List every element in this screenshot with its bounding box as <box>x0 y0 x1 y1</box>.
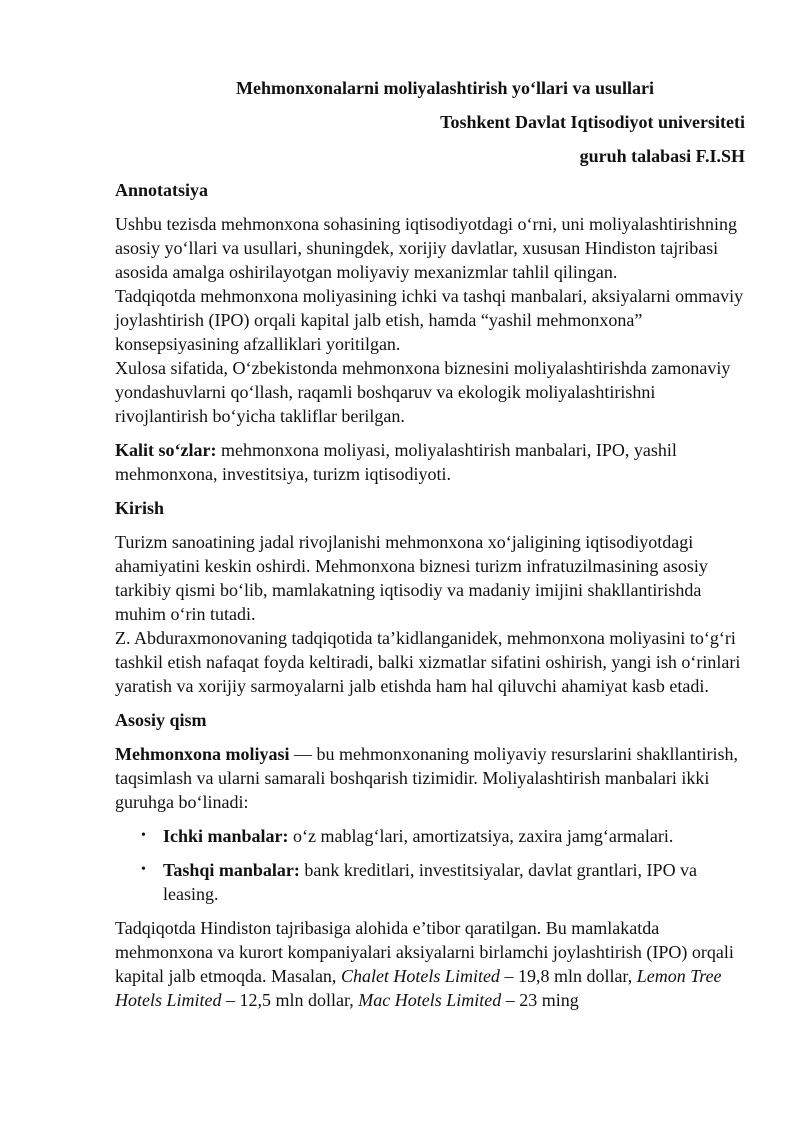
document-page <box>115 76 745 1022</box>
list-item-label: Tashqi manbalar: <box>163 860 300 880</box>
definition-text: — bu mehmonxonaning moliyaviy resurslarini shakllantirish, taqsimlash va ularni samarali boshqarish tizimidir. Moliyalashtirish manbalari ikki guruhga bo‘linadi: <box>115 744 738 812</box>
funding-sources-list <box>115 824 745 906</box>
india-experience-paragraph <box>115 916 745 1012</box>
annotation-paragraph: Ushbu tezisda mehmonxona sohasining iqtisodiyotdagi o‘rni, uni moliyalashtirishning asosiy yo‘llari va usullari, shuningdek, xorijiy davlatlar, xususan Hindiston tajribasi asosida amalga oshirilayotgan moliyaviy mexanizmlar tahlil qilingan. <box>115 214 737 282</box>
annotation-heading: Annotatsiya <box>115 180 209 200</box>
annotation-paragraph: Xulosa sifatida, O‘zbekistonda mehmonxona biznesini moliyalashtirishda zamonaviy yondashuvlarni qo‘llash, raqamli boshqaruv va ekologik moliyalashtirishni rivojlantirish bo‘yicha takliflar berilgan. <box>115 358 731 426</box>
document-title: Mehmonxonalarni moliyalashtirish yo‘llari va usullari <box>235 78 655 98</box>
keywords <box>115 438 745 486</box>
list-item-text: o‘z mablag‘lari, amortizatsiya, zaxira jamg‘armalari. <box>288 826 674 846</box>
author-name: guruh talabasi F.I.SH <box>579 146 745 166</box>
list-item <box>163 858 745 906</box>
paragraph-text: Tadqiqotda Hindiston tajribasiga alohida e’tibor qaratilgan. Bu mamlakatda mehmonxona va kurort kompaniyalari aksiyalarni birlamchi joylashtirish (IPO) orqali kapital jalb etmoqda. Masalan, <box>115 918 734 986</box>
keywords-label: Kalit so‘zlar: <box>115 440 217 460</box>
intro-paragraph: Turizm sanoatining jadal rivojlanishi mehmonxona xo‘jaligining iqtisodiyotdagi ahamiyatini keskin oshirdi. Mehmonxona biznesi turizm infratuzilmasining asosiy tarkibiy qismi bo‘lib, mamlakatning iqtisodiy va madaniy imijini shakllantirishda muhim o‘rin tutadi. <box>115 532 708 624</box>
company-name: Chalet Hotels Limited <box>340 966 500 986</box>
intro-body <box>115 530 745 698</box>
author-affiliation: Toshkent Davlat Iqtisodiyot universiteti <box>440 112 745 132</box>
list-item-text: bank kreditlari, investitsiyalar, davlat grantlari, IPO va leasing. <box>163 860 698 904</box>
company-name: Mac Hotels Limited <box>358 990 502 1010</box>
annotation-body <box>115 212 745 428</box>
intro-paragraph: Z. Abduraxmonovaning tadqiqotida ta’kidlanganidek, mehmonxona moliyasini to‘g‘ri tashkil etish nafaqat foyda keltiradi, balki xizmatlar sifatini oshirish, yangi ish o‘rinlari yaratish va xorijiy sarmoyalarni jalb etishda ham hal qiluvchi ahamiyat kasb etadi. <box>115 628 741 696</box>
keywords-text: mehmonxona moliyasi, moliyalashtirish manbalari, IPO, yashil mehmonxona, investitsiya, turizm iqtisodiyoti. <box>115 440 677 484</box>
amount-text: – 12,5 mln dollar, <box>221 990 359 1010</box>
annotation-paragraph: Tadqiqotda mehmonxona moliyasining ichki va tashqi manbalari, aksiyalarni ommaviy joylashtirish (IPO) orqali kapital jalb etish, hamda “yashil mehmonxona” konsepsiyasining afzalliklari yoritilgan. <box>115 286 744 354</box>
company-name: Lemon Tree Hotels Limited <box>115 966 722 1010</box>
list-item-label: Ichki manbalar: <box>163 826 289 846</box>
amount-text: – 19,8 mln dollar, <box>499 966 637 986</box>
definition-term: Mehmonxona moliyasi <box>115 744 290 764</box>
main-heading: Asosiy qism <box>115 710 207 730</box>
list-item <box>163 824 745 848</box>
amount-text: – 23 ming <box>501 990 579 1010</box>
definition-paragraph <box>115 742 745 814</box>
intro-heading: Kirish <box>115 498 165 518</box>
